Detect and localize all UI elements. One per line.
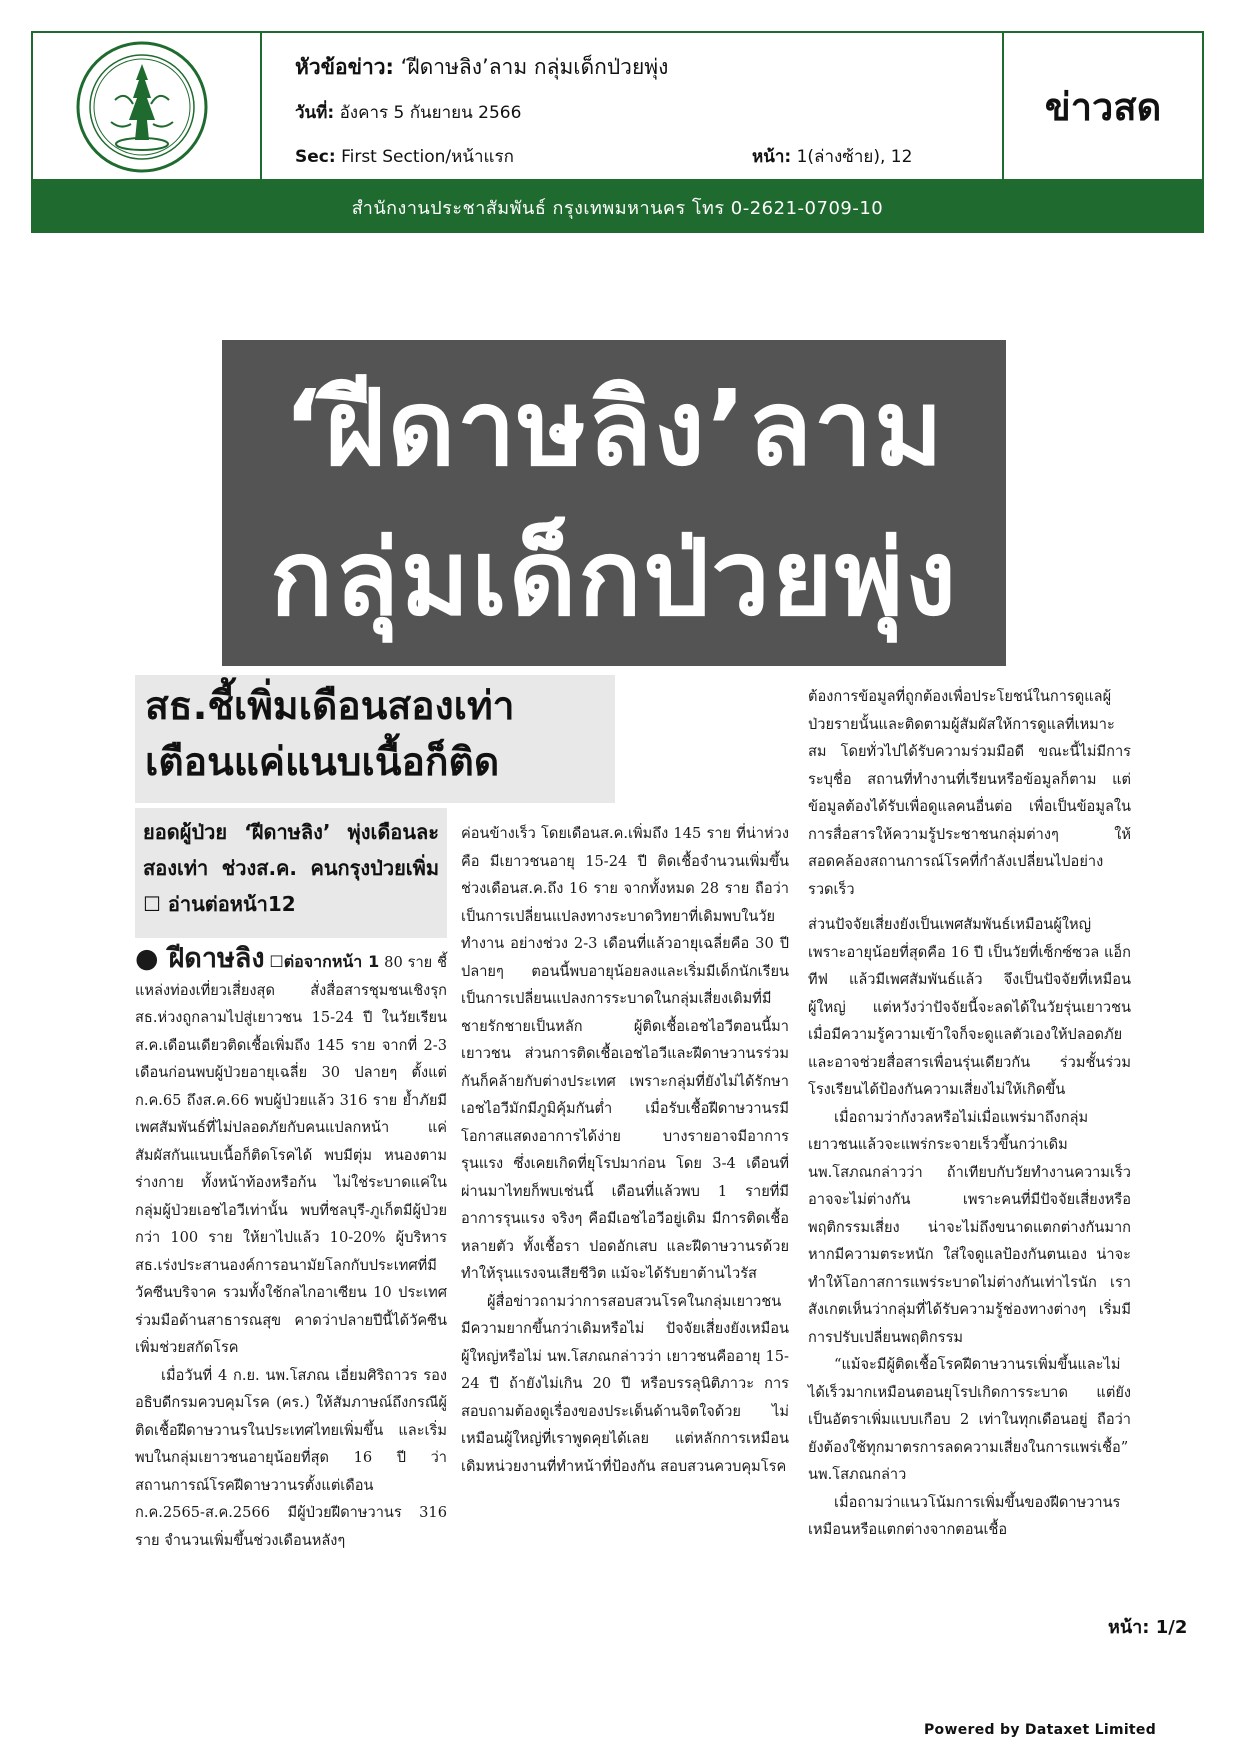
main-headline (222, 340, 1006, 666)
date-value: อังคาร 5 กันยายน 2566 (339, 103, 522, 123)
col2-paragraph-1: ค่อนข้างเร็ว โดยเดือนส.ค.เพิ่มถึง 145 ราย ที่น่าห่วงคือ มีเยาวชนอายุ 15-24 ปี ติดเชื้อจำนวนเพิ่มขึ้นช่วงเดือนส.ค.ถึง 16 ราย จากทั้งหมด 28 ราย ถือว่าเป็นการเปลี่ยนแปลงทางระบาดวิทยาที่เดิมพบในวัยทำงาน อย่างช่วง 2-3 เดือนที่แล้วอายุเฉลี่ยคือ 30 ปีปลายๆ ตอนนี้พบอายุน้อยลงและเริ่มมีเด็กนักเรียน เป็นการเปลี่ยนแปลงการระบาดในกลุ่มเสี่ยงเดิมที่มีชายรักชายเป็นหลัก ผู้ติดเชื้อเอชไอวีตอนนี้มาเยาวชน ส่วนการติดเชื้อเอชไอวีและฝีดาษวานรร่วมกันก็คล้ายกับต่างประเทศ เพราะกลุ่มที่ยังไม่ได้รักษาเอชไอวีมักมีภูมิคุ้มกันต่ำ เมื่อรับเชื้อฝีดาษวานรมีโอกาสแสดงอาการได้ง่าย บางรายอาจมีอาการรุนแรง ซึ่งเคยเกิดที่ยุโรปมาก่อน โดย 3-4 เดือนที่ผ่านมาไทยก็พบเช่นนี้ เดือนที่แล้วพบ 1 รายที่มีอาการรุนแรง จริงๆ คือมีเอชไอวีอยู่เดิม มีการติดเชื้อหลายตัว ทั้งเชื้อรา ปอดอักเสบ และฝีดาษวานรด้วย ทำให้รุนแรงจนเสียชีวิต แม้จะได้รับยาต้านไวรัส (461, 825, 789, 1282)
page-label: หน้า: (752, 147, 792, 167)
sub-headline (135, 675, 615, 803)
col2-paragraph-2: ผู้สื่อข่าวถามว่าการสอบสวนโรคในกลุ่มเยาวชนมีความยากขึ้นกว่าเดิมหรือไม่ ปัจจัยเสี่ยงยังเหมือนผู้ใหญ่หรือไม่ นพ.โสภณกล่าวว่า เยาวชนคืออายุ 15-24 ปี ถ้ายังไม่เกิน 20 ปี หรือบรรลุนิติภาวะ การสอบถามต้องดูเรื่องของประเด็นด้านจิตใจด้วย ไม่เหมือนผู้ใหญ่ที่เราพูดคุยได้เลย แต่หลักการเหมือนเดิมหน่วยงานที่ทำหน้าที่ป้องกัน สอบสวนควบคุมโรค (461, 1292, 789, 1475)
col3-paragraph-2: ส่วนปัจจัยเสี่ยงยังเป็นเพศสัมพันธ์เหมือนผู้ใหญ่ เพราะอายุน้อยที่สุดคือ 16 ปี เป็นวัยที่เซ็กซ์ซวล แอ็กทีฟ แล้วมีเพศสัมพันธ์แล้ว จึงเป็นปัจจัยที่เหมือนผู้ใหญ่ แต่หวังว่าปัจจัยนี้จะลดได้ในวัยรุ่นเยาวชนเมื่อมีความรู้ความเข้าใจก็จะดูแลตัวเองให้ปลอดภัย และอาจช่วยสื่อสารเพื่อนรุ่นเดียวกัน ร่วมชั้นร่วมโรงเรียนได้ป้องกันความเสี่ยงไม่ให้เกิดขึ้น (808, 916, 1131, 1098)
teaser (135, 808, 447, 938)
office-bar (31, 181, 1204, 233)
col3-paragraph-3: เมื่อถามว่ากังวลหรือไม่เมื่อแพร่มาถึงกลุ่มเยาวชนแล้วจะแพร่กระจายเร็วขึ้นกว่าเดิม นพ.โสภณกล่าวว่า ถ้าเทียบกับวัยทำงานความเร็วอาจจะไม่ต่างกัน เพราะคนที่มีปัจจัยเสี่ยงหรือพฤติกรรมเสี่ยง น่าจะไม่ถึงขนาดแตกต่างกันมาก หากมีความตระหนัก ใส่ใจดูแลป้องกันตนเอง น่าจะทำให้โอกาสการแพร่ระบาดไม่ต่างกันเท่าไรนัก เราสังเกตเห็นว่ากลุ่มที่ได้รับความรู้ช่องทางต่างๆ เริ่มมีการปรับเปลี่ยนพฤติกรรม (808, 1108, 1131, 1346)
date-label: วันที่: (295, 103, 335, 123)
col3-paragraph-1: ต้องการข้อมูลที่ถูกต้องเพื่อประโยชน์ในการดูแลผู้ป่วยรายนั้นและติดตามผู้สัมผัสให้การดูแลที่เหมาะสม โดยทั่วไปได้รับความร่วมมือดี ขณะนี้ไม่มีการระบุชื่อ สถานที่ทำงานที่เรียนหรือข้อมูลก็ตาม แต่ข้อมูลต้องได้รับเพื่อดูแลคนอื่นต่อ เพื่อเป็นข้อมูลในการสื่อสารให้ความรู้ประชาชนกลุ่มต่างๆ ให้สอดคล้องสถานการณ์โรคที่กำลังเปลี่ยนไปอย่างรวดเร็ว (808, 688, 1131, 898)
main-headline-line2: กลุ่มเด็กป่วยพุ่ง (270, 517, 958, 639)
source-cell (1004, 33, 1202, 179)
info-cell (262, 33, 1004, 179)
col1-paragraph-2: เมื่อวันที่ 4 ก.ย. นพ.โสภณ เอี่ยมศิริถาวร รองอธิบดีกรมควบคุมโรค (คร.) ให้สัมภาษณ์ถึงกรณีผู้ติดเชื้อฝีดาษวานรในประเทศไทยเพิ่มขึ้น และเริ่มพบในกลุ่มเยาวชนอายุน้อยที่สุด 16 ปี ว่า สถานการณ์โรคฝีดาษวานรตั้งแต่เดือน ก.ค.2565-ส.ค.2566 มีผู้ป่วยฝีดาษวานร 316 ราย จำนวนเพิ่มขึ้นช่วงเดือนหลังๆ (135, 1366, 447, 1549)
headline-label: หัวข้อข่าว: (295, 55, 394, 79)
section-label: Sec: (295, 147, 336, 167)
page-number: หน้า: 1/2 (1108, 1617, 1188, 1638)
headline-value: ‘ฝีดาษลิง’ลาม กลุ่มเด็กป่วยพุ่ง (400, 55, 669, 79)
kicker: ● ฝีดาษลิง (135, 943, 265, 974)
page-line (752, 143, 912, 170)
header-box (31, 31, 1204, 181)
headline-line (295, 51, 668, 84)
date-line (295, 99, 521, 126)
section-line (295, 143, 514, 170)
continued-note: ☐ต่อจากหน้า 1 (269, 952, 380, 971)
kicker-paragraph (135, 945, 447, 1362)
article-column-3 (808, 683, 1131, 1544)
source-name: ข่าวสด (1044, 84, 1162, 129)
article-column-1 (135, 945, 447, 1554)
main-headline-line1: ‘ฝีดาษลิง’ลาม (283, 367, 945, 489)
col3-paragraph-4: “แม้จะมีผู้ติดเชื้อโรคฝีดาษวานรเพิ่มขึ้นและไม่ได้เร็วมากเหมือนตอนยุโรปเกิดการระบาด แต่ยังเป็นอัตราเพิ่มแบบเกือบ 2 เท่าในทุกเดือนอยู่ ถือว่ายังต้องใช้ทุกมาตรการลดความเสี่ยงในการแพร่เชื้อ” นพ.โสภณกล่าว (808, 1356, 1131, 1483)
col3-paragraph-5: เมื่อถามว่าแนวโน้มการเพิ่มขึ้นของฝีดาษวานรเหมือนหรือแตกต่างจากตอนเชื้อ (808, 1493, 1121, 1538)
page-value: 1(ล่างซ้าย), 12 (796, 147, 913, 167)
footer-credit: Powered by Dataxet Limited (924, 1722, 1157, 1738)
sub-headline-line1: สธ.ชี้เพิ่มเดือนสองเท่า (145, 684, 515, 729)
teaser-text: ยอดผู้ป่วย ‘ฝีดาษลิง’ พุ่งเดือนละสองเท่า ช่วงส.ค. คนกรุงป่วยเพิ่ม ☐ อ่านต่อหน้า12 (143, 820, 439, 916)
bangkok-seal-icon (75, 40, 209, 174)
section-value: First Section/หน้าแรก (341, 147, 514, 167)
sub-headline-line2: เตือนแค่แนบเนื้อก็ติด (145, 740, 500, 785)
col1-paragraph-1: 80 ราย ชี้แหล่งท่องเที่ยวเสี่ยงสุด สั่งสื่อสารชุมชนเชิงรุก สธ.ห่วงถูกลามไปสู่เยาวชน 15-24 ปี ในวัยเรียน ส.ค.เดือนเดียวติดเชื้อเพิ่มถึง 145 ราย จากที่ 2-3 เดือนก่อนพบผู้ป่วยอายุเฉลี่ย 30 ปลายๆ ตั้งแต่ก.ค.65 ถึงส.ค.66 พบผู้ป่วยแล้ว 316 ราย ย้ำภัยมีเพศสัมพันธ์ที่ไม่ปลอดภัยกับคนแปลกหน้า แค่สัมผัสกันแนบเนื้อก็ติดโรคได้ พบมีตุ่ม หนองตามร่างกาย ทั้งหน้าท้องหรือก้น ไม่ใช่ระบาดแค่ในกลุ่มผู้ป่วยเอชไอวีเท่านั้น พบที่ชลบุรี-ภูเก็ตมีผู้ป่วยกว่า 100 ราย ให้ยาไปแล้ว 10-20% ผู้บริหารสธ.เร่งประสานองค์การอนามัยโลกกับประเทศที่มีวัคซีนบริจาค รวมทั้งใช้กลไกอาเซียน 10 ประเทศร่วมมือด้านสาธารณสุข คาดว่าปลายปีนี้ได้วัคซีนเพิ่มช่วยสกัดโรค (135, 954, 448, 1356)
article-column-2 (461, 820, 789, 1480)
office-text: สำนักงานประชาสัมพันธ์ กรุงเทพมหานคร โทร 0-2621-0709-10 (351, 197, 884, 219)
logo-cell (33, 33, 262, 179)
